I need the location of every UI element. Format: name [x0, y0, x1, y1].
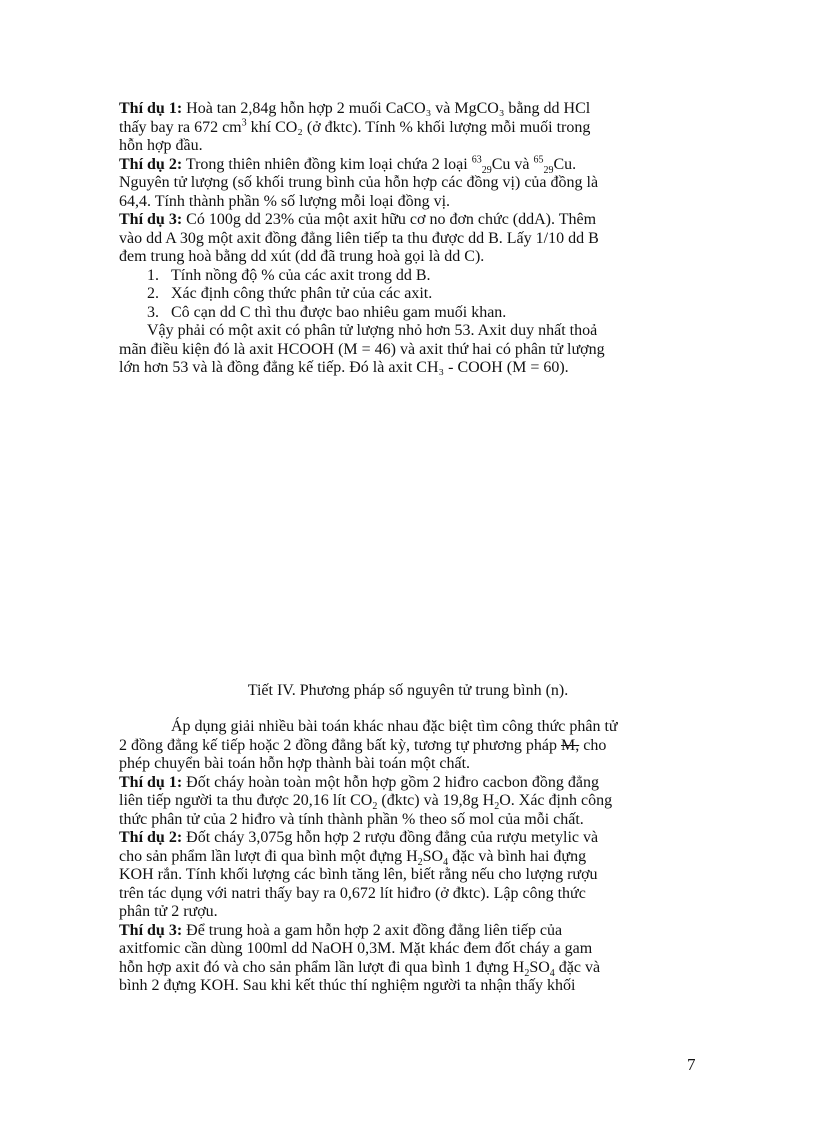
s2-example-3-line-3: hỗn hợp axit đó và cho sản phẩm lần lượt đi qua bình 1 đựng $H_2SO_4$ đặc và: [119, 958, 601, 979]
example-3-line-1: Thí dụ 3: Có 100g dd 23% của một axit hữu cơ no đơn chức (ddA). Thêm: [119, 211, 597, 228]
s2-example-3-line-4: bình 2 đựng KOH. Sau khi kết thúc thí nghiệm người ta nhận thấy khối: [119, 977, 576, 994]
s2-example-2-line-4: trên tác dụng với natri thấy bay ra 0,672 lít hiđro (ở đktc). Lập công thức: [119, 884, 586, 902]
s2-example-2-line-3: KOH rắn. Tính khối lượng các bình tăng lên, biết rằng nếu cho lượng rượu: [119, 866, 598, 883]
list-item: 3. Cô cạn dd C thì thu được bao nhiêu gam muối khan.: [147, 303, 507, 321]
intro-line-3: phép chuyển bài toán hỗn hợp thành bài toán một chất.: [119, 755, 471, 772]
conclusion-line-2: mãn điều kiện đó là axit HCOOH (M = 46) và axit thứ hai có phân tử lượng: [119, 340, 605, 358]
section-title: Tiết IV. Phương pháp số nguyên tử trung bình (n).: [247, 682, 569, 699]
s2-example-1-line-1: Thí dụ 1: Đốt cháy hoàn toàn một hỗn hợp gồm 2 hiđro cacbon đồng đẳng: [119, 773, 599, 791]
example-1-line-2: thấy bay ra 672 $cm^3$ khí CO₂ (ở đktc). Tính % khối lượng mỗi muối trong: [119, 117, 591, 136]
example-1-line-1: Thí dụ 1: Hoà tan 2,84g hỗn hợp 2 muối CaCO₃ và MgCO₃ bằng dd HCl: [119, 100, 591, 117]
example-label: Thí dụ 1:: [119, 100, 183, 117]
example-label: Thí dụ 2:: [119, 829, 183, 846]
section-1: [119, 100, 704, 378]
s2-example-1-line-2: liên tiếp người ta thu được 20,16 lít $CO_2$ (đktc) và 19,8g $H_2O$. Xác định công: [119, 792, 613, 813]
s2-example-3-line-2: axitfomic cần dùng 100ml dd NaOH 0,3M. Mặt khác đem đốt cháy a gam: [119, 940, 593, 957]
intro-line-1: Áp dụng giải nhiều bài toán khác nhau đặc biệt tìm công thức phân tử: [171, 718, 618, 735]
example-2-line-1: Thí dụ 2: Trong thiên nhiên đồng kim loại chứa 2 loại $^{63}_{29}$Cu và $^{65}_{29}$Cu.: [119, 154, 577, 176]
intro-line-2: 2 đồng đẳng kế tiếp hoặc 2 đồng đẳng bất kỳ, tương tự phương pháp M, cho: [119, 736, 607, 754]
example-1-line-3: hỗn hợp đầu.: [119, 137, 203, 154]
page-number: 7: [687, 1055, 696, 1074]
conclusion-line-1: Vậy phải có một axit có phân tử lượng nhỏ hơn 53. Axit duy nhất thoả: [147, 322, 598, 339]
example-label: Thí dụ 3:: [119, 921, 183, 939]
s2-example-1-line-3: thức phân tử của 2 hiđro và tính thành phần % theo số mol của mỗi chất.: [119, 810, 584, 828]
s2-example-2-line-1: Thí dụ 2: Đốt cháy 3,075g hỗn hợp 2 rượu đồng đẳng của rượu metylic và: [119, 829, 599, 846]
list-item: 2. Xác định công thức phân tử của các axit.: [147, 285, 433, 302]
section-2: [119, 718, 704, 996]
example-label: Thí dụ 3:: [119, 211, 183, 228]
example-2-line-2: Nguyên tử lượng (số khối trung bình của hỗn hợp các đồng vị) của đồng là: [119, 174, 599, 191]
example-2-line-3: 64,4. Tính thành phần % số lượng mỗi loại đồng vị.: [119, 192, 451, 210]
example-3-line-2: vào dd A 30g một axit đồng đẳng liên tiếp ta thu được dd B. Lấy 1/10 dd B: [119, 229, 599, 247]
s2-example-2-line-2: cho sản phẩm lần lượt đi qua bình một đựng $H_2SO_4$ đặc và bình hai đựng: [119, 847, 587, 868]
example-3-line-3: đem trung hoà bằng dd xút (dd đã trung hoà gọi là dd C).: [119, 248, 485, 265]
s2-example-3-line-1: Thí dụ 3: Để trung hoà a gam hỗn hợp 2 axit đồng đẳng liên tiếp của: [119, 921, 563, 939]
mean-mass-symbol: M,: [560, 736, 580, 754]
example-label: Thí dụ 1:: [119, 773, 183, 791]
conclusion-line-3: lớn hơn 53 và là đồng đẳng kế tiếp. Đó là axit CH₃ - COOH (M = 60).: [119, 359, 569, 376]
list-item: 1. Tính nồng độ % của các axit trong dd B.: [147, 266, 431, 284]
s2-example-2-line-5: phân tử 2 rượu.: [119, 903, 218, 920]
example-label: Thí dụ 2:: [119, 155, 183, 173]
